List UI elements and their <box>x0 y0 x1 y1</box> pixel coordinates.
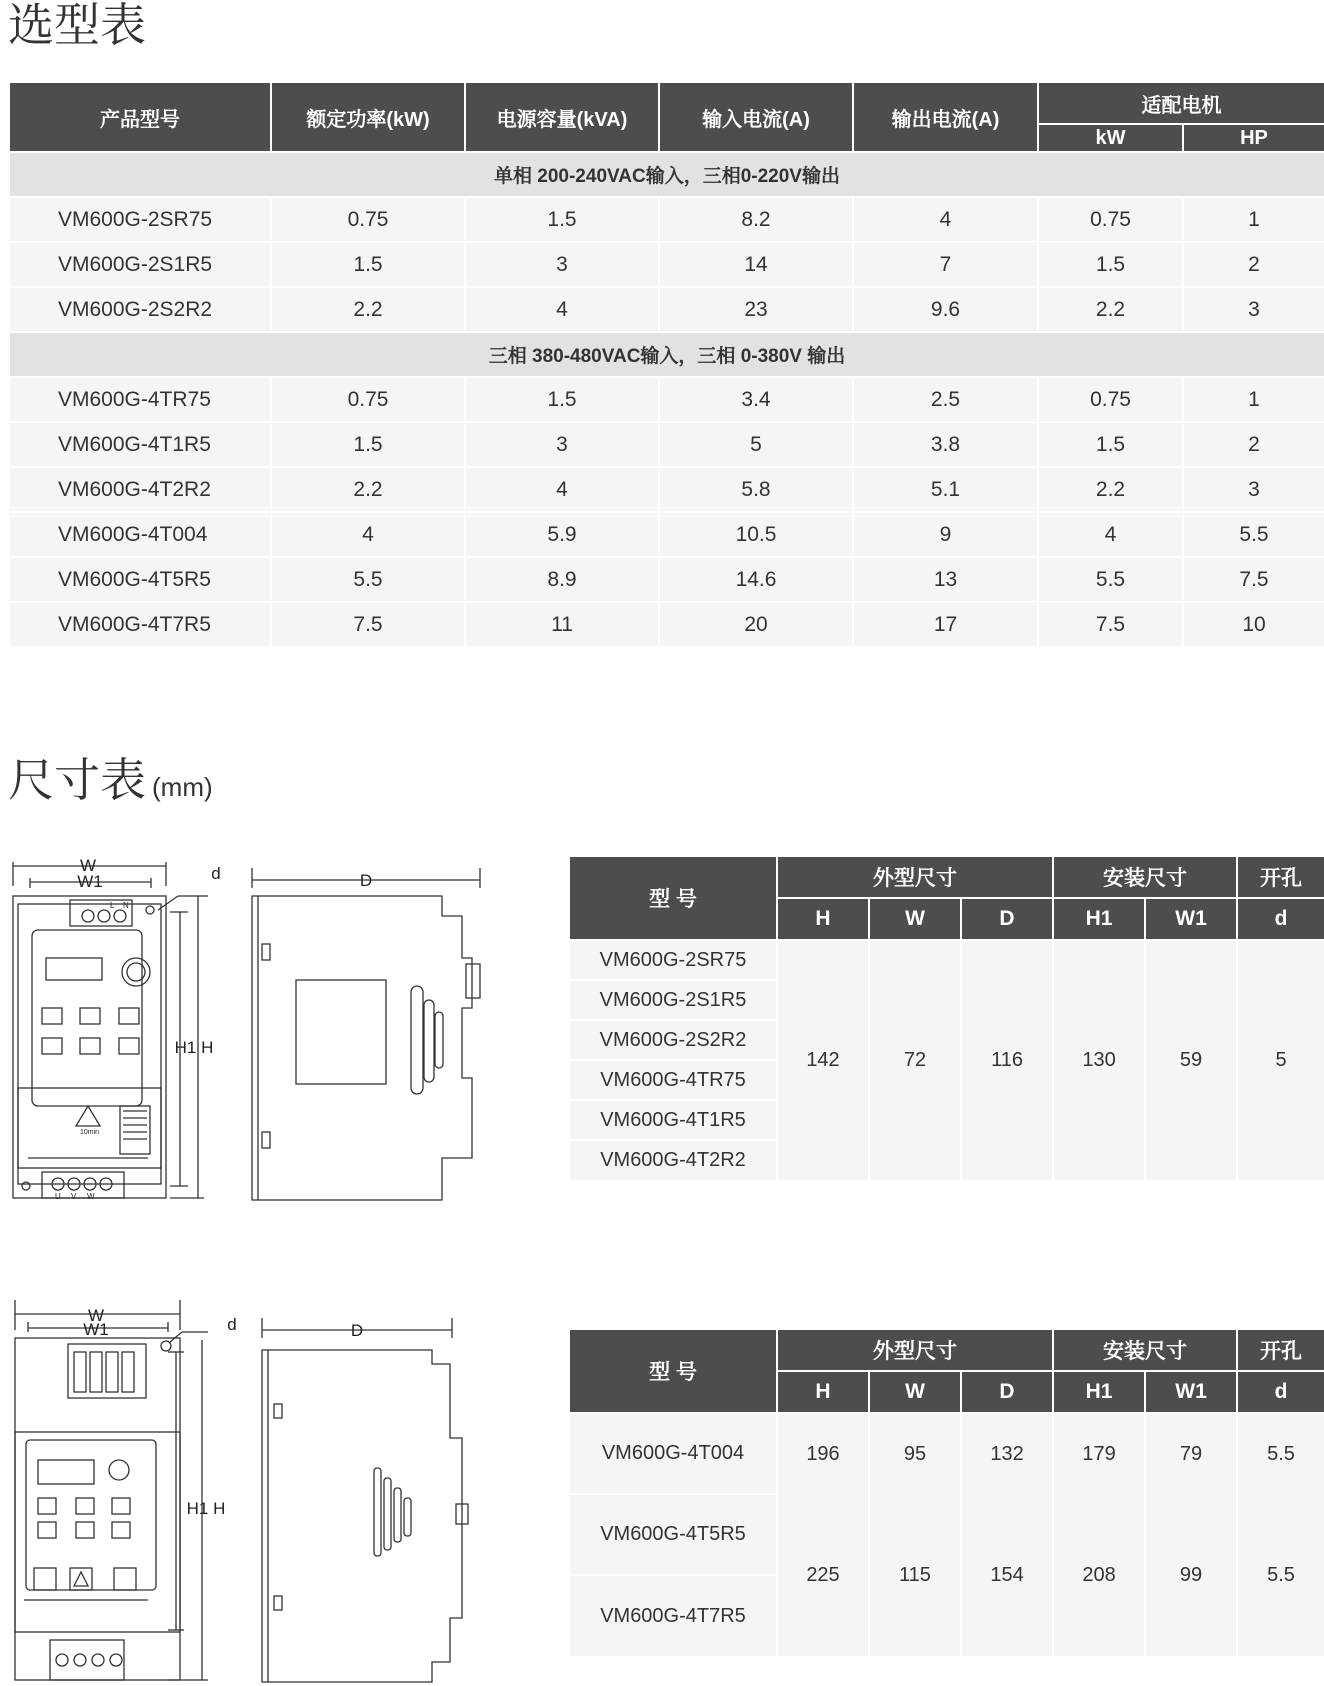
table-row <box>9 377 1324 422</box>
dim1-header-H1: H1 <box>1053 898 1145 940</box>
model-cell: VM600G-4T2R2 <box>569 1140 777 1180</box>
table-row <box>9 602 1324 646</box>
dim2-header-d: d <box>1237 1371 1324 1413</box>
dim1-header-model: 型 号 <box>569 856 777 940</box>
dim-value-H1: 179 <box>1053 1413 1145 1494</box>
model-cell: VM600G-2S1R5 <box>569 980 777 1020</box>
value-cell: 14 <box>659 242 853 287</box>
value-cell: 10.5 <box>659 512 853 557</box>
value-cell: 10 <box>1183 602 1324 646</box>
dim1-header-W: W <box>869 898 961 940</box>
dim2-header-H: H <box>777 1371 869 1413</box>
dim2-header-model: 型 号 <box>569 1329 777 1413</box>
dim-value-d: 5 <box>1237 940 1324 1180</box>
label-d-2: d <box>227 1315 237 1334</box>
table-row <box>569 1413 1324 1494</box>
dim-value-H: 225 <box>777 1494 869 1656</box>
table-row <box>569 1494 1324 1575</box>
table-row <box>9 287 1324 332</box>
value-cell: 9.6 <box>853 287 1038 332</box>
model-cell: VM600G-2S1R5 <box>9 242 271 287</box>
dim-value-W: 95 <box>869 1413 961 1494</box>
label-D-2: D <box>350 1321 364 1340</box>
dim-value-d: 5.5 <box>1237 1413 1324 1494</box>
value-cell: 3 <box>1183 287 1324 332</box>
header-motor-kw: kW <box>1038 124 1183 152</box>
dim-value-H: 196 <box>777 1413 869 1494</box>
header-rated-power: 额定功率(kW) <box>271 82 465 152</box>
dim2-header-H1: H1 <box>1053 1371 1145 1413</box>
dim2-header-W: W <box>869 1371 961 1413</box>
table-row <box>9 242 1324 287</box>
value-cell: 1 <box>1183 197 1324 242</box>
model-cell: VM600G-2S2R2 <box>569 1020 777 1060</box>
value-cell: 5 <box>659 422 853 467</box>
label-d: d <box>211 864 221 883</box>
model-cell: VM600G-4T5R5 <box>569 1494 777 1575</box>
dim-value-H1: 208 <box>1053 1494 1145 1656</box>
value-cell: 11 <box>465 602 659 646</box>
table-row <box>9 422 1324 467</box>
value-cell: 0.75 <box>1038 197 1183 242</box>
value-cell: 1.5 <box>1038 242 1183 287</box>
model-cell: VM600G-4T7R5 <box>569 1575 777 1656</box>
dim1-header-d: d <box>1237 898 1324 940</box>
drawing-small-front <box>8 856 224 1206</box>
value-cell: 5.8 <box>659 467 853 512</box>
dim-value-D: 116 <box>961 940 1053 1180</box>
value-cell: 8.2 <box>659 197 853 242</box>
model-cell: VM600G-4T004 <box>569 1413 777 1494</box>
header-model: 产品型号 <box>9 82 271 152</box>
value-cell: 7.5 <box>271 602 465 646</box>
label-H1H: H1 H <box>174 1038 214 1057</box>
value-cell: 8.9 <box>465 557 659 602</box>
label-terminal-L: L <box>110 901 115 910</box>
dim-value-H1: 130 <box>1053 940 1145 1180</box>
dim1-header-H: H <box>777 898 869 940</box>
model-cell: VM600G-4T004 <box>9 512 271 557</box>
model-cell: VM600G-4T5R5 <box>9 557 271 602</box>
label-terminal-V: V <box>71 1192 77 1201</box>
value-cell: 2.2 <box>1038 467 1183 512</box>
group-row <box>9 332 1324 377</box>
header-motor-hp: HP <box>1183 124 1324 152</box>
table-row <box>9 557 1324 602</box>
value-cell: 4 <box>271 512 465 557</box>
selection-table <box>8 81 1324 646</box>
value-cell: 20 <box>659 602 853 646</box>
dimension-table-2 <box>568 1328 1324 1656</box>
dim-value-D: 154 <box>961 1494 1053 1656</box>
label-W-2: W <box>87 1306 105 1325</box>
value-cell: 5.5 <box>1038 557 1183 602</box>
value-cell: 7.5 <box>1038 602 1183 646</box>
dim2-header-hole: 开孔 <box>1237 1329 1324 1371</box>
value-cell: 2.2 <box>271 287 465 332</box>
label-W1: W1 <box>77 872 103 891</box>
dim-value-D: 132 <box>961 1413 1053 1494</box>
model-cell: VM600G-4T1R5 <box>9 422 271 467</box>
group-label: 单相 200-240VAC输入，三相0-220V输出 <box>9 152 1324 197</box>
value-cell: 0.75 <box>271 197 465 242</box>
value-cell: 1.5 <box>465 197 659 242</box>
model-cell: VM600G-4T2R2 <box>9 467 271 512</box>
value-cell: 3.4 <box>659 377 853 422</box>
dim2-header-W1: W1 <box>1145 1371 1237 1413</box>
header-power-capacity: 电源容量(kVA) <box>465 82 659 152</box>
value-cell: 2 <box>1183 422 1324 467</box>
value-cell: 9 <box>853 512 1038 557</box>
value-cell: 1.5 <box>271 242 465 287</box>
dim-value-H: 142 <box>777 940 869 1180</box>
group-label: 三相 380-480VAC输入，三相 0-380V 输出 <box>9 332 1324 377</box>
dim-value-W: 115 <box>869 1494 961 1656</box>
value-cell: 5.5 <box>1183 512 1324 557</box>
value-cell: 7 <box>853 242 1038 287</box>
value-cell: 3 <box>465 242 659 287</box>
value-cell: 3.8 <box>853 422 1038 467</box>
dim-value-W1: 59 <box>1145 940 1237 1180</box>
value-cell: 5.1 <box>853 467 1038 512</box>
label-H1H-2: H1 H <box>186 1499 226 1518</box>
dimension-title: 尺寸表 (mm) <box>8 754 213 806</box>
table-row <box>9 512 1324 557</box>
dim1-header-outline: 外型尺寸 <box>777 856 1053 898</box>
value-cell: 1 <box>1183 377 1324 422</box>
value-cell: 4 <box>853 197 1038 242</box>
drawing-large-side <box>256 1318 478 1686</box>
dim-value-W1: 79 <box>1145 1413 1237 1494</box>
label-W1-2: W1 <box>83 1320 109 1339</box>
value-cell: 3 <box>465 422 659 467</box>
value-cell: 2.2 <box>1038 287 1183 332</box>
value-cell: 2.5 <box>853 377 1038 422</box>
dim2-header-mounting: 安装尺寸 <box>1053 1329 1237 1371</box>
selection-title: 选型表 <box>8 0 146 51</box>
dim-value-W: 72 <box>869 940 961 1180</box>
header-output-current: 输出电流(A) <box>853 82 1038 152</box>
value-cell: 1.5 <box>1038 422 1183 467</box>
value-cell: 5.5 <box>271 557 465 602</box>
dimension-unit: (mm) <box>152 772 213 802</box>
model-cell: VM600G-4T1R5 <box>569 1100 777 1140</box>
model-cell: VM600G-4T7R5 <box>9 602 271 646</box>
label-terminal-N: N <box>123 901 129 910</box>
value-cell: 0.75 <box>271 377 465 422</box>
label-warning: 10min <box>80 1129 100 1136</box>
dim1-header-W1: W1 <box>1145 898 1237 940</box>
value-cell: 2 <box>1183 242 1324 287</box>
table-row <box>569 940 1324 980</box>
value-cell: 3 <box>1183 467 1324 512</box>
dim2-header-outline: 外型尺寸 <box>777 1329 1053 1371</box>
label-terminal-U: U <box>55 1192 61 1201</box>
value-cell: 4 <box>1038 512 1183 557</box>
model-cell: VM600G-4TR75 <box>9 377 271 422</box>
table-row <box>9 197 1324 242</box>
value-cell: 1.5 <box>271 422 465 467</box>
model-cell: VM600G-2SR75 <box>569 940 777 980</box>
dim1-header-D: D <box>961 898 1053 940</box>
value-cell: 2.2 <box>271 467 465 512</box>
label-W: W <box>79 856 97 875</box>
value-cell: 4 <box>465 287 659 332</box>
value-cell: 23 <box>659 287 853 332</box>
dimension-table-1 <box>568 855 1324 1180</box>
group-row <box>9 152 1324 197</box>
value-cell: 1.5 <box>465 377 659 422</box>
label-terminal-W: W <box>87 1192 95 1201</box>
model-cell: VM600G-2S2R2 <box>9 287 271 332</box>
value-cell: 17 <box>853 602 1038 646</box>
value-cell: 13 <box>853 557 1038 602</box>
label-D: D <box>359 871 373 890</box>
value-cell: 5.9 <box>465 512 659 557</box>
value-cell: 4 <box>465 467 659 512</box>
model-cell: VM600G-2SR75 <box>9 197 271 242</box>
dim2-header-D: D <box>961 1371 1053 1413</box>
dim1-header-mounting: 安装尺寸 <box>1053 856 1237 898</box>
dim1-header-hole: 开孔 <box>1237 856 1324 898</box>
drawing-small-side <box>246 868 486 1208</box>
header-motor: 适配电机 <box>1038 82 1324 124</box>
header-input-current: 输入电流(A) <box>659 82 853 152</box>
dim-value-d: 5.5 <box>1237 1494 1324 1656</box>
value-cell: 7.5 <box>1183 557 1324 602</box>
model-cell: VM600G-4TR75 <box>569 1060 777 1100</box>
value-cell: 14.6 <box>659 557 853 602</box>
value-cell: 0.75 <box>1038 377 1183 422</box>
drawing-large-front <box>8 1300 238 1686</box>
dim-value-W1: 99 <box>1145 1494 1237 1656</box>
table-row <box>9 467 1324 512</box>
